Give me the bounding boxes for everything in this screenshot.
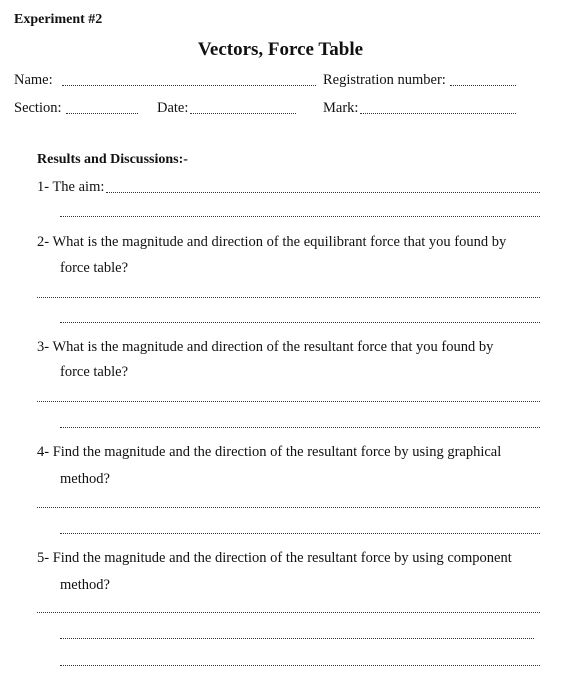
date-field[interactable]	[190, 113, 296, 114]
answer-line-1a[interactable]	[106, 192, 540, 193]
answer-line-2b[interactable]	[60, 322, 540, 323]
registration-label: Registration number:	[323, 72, 446, 88]
answer-line-5b[interactable]	[60, 638, 534, 639]
answer-line-1b[interactable]	[60, 216, 540, 217]
question-1-text: 1- The aim:	[37, 179, 105, 195]
question-2-text: 2- What is the magnitude and direction of the equilibrant force that you found by	[37, 234, 507, 250]
question-4-text-cont: method?	[60, 471, 110, 487]
mark-label: Mark:	[323, 100, 359, 116]
name-label: Name:	[14, 72, 53, 88]
mark-field[interactable]	[360, 113, 516, 114]
date-label: Date:	[157, 100, 189, 116]
answer-line-5c[interactable]	[60, 665, 540, 666]
question-5-text-cont: method?	[60, 577, 110, 593]
experiment-number: Experiment #2	[14, 12, 103, 27]
section-heading: Results and Discussions:-	[37, 152, 188, 167]
question-3-text: 3- What is the magnitude and direction of the resultant force that you found by	[37, 339, 494, 355]
question-4-text: 4- Find the magnitude and the direction of the resultant force by using graphical	[37, 444, 502, 460]
answer-line-4a[interactable]	[37, 507, 540, 508]
question-5-text: 5- Find the magnitude and the direction of the resultant force by using component	[37, 550, 512, 566]
answer-line-3a[interactable]	[37, 401, 540, 402]
registration-field[interactable]	[450, 85, 516, 86]
question-3-text-cont: force table?	[60, 364, 129, 380]
answer-line-2a[interactable]	[37, 297, 540, 298]
section-field[interactable]	[66, 113, 138, 114]
answer-line-3b[interactable]	[60, 427, 540, 428]
question-2-text-cont: force table?	[60, 260, 129, 276]
section-label: Section:	[14, 100, 62, 116]
answer-line-5a[interactable]	[37, 612, 540, 613]
name-field[interactable]	[62, 85, 316, 86]
answer-line-4b[interactable]	[60, 533, 540, 534]
page-title: Vectors, Force Table	[197, 39, 364, 60]
